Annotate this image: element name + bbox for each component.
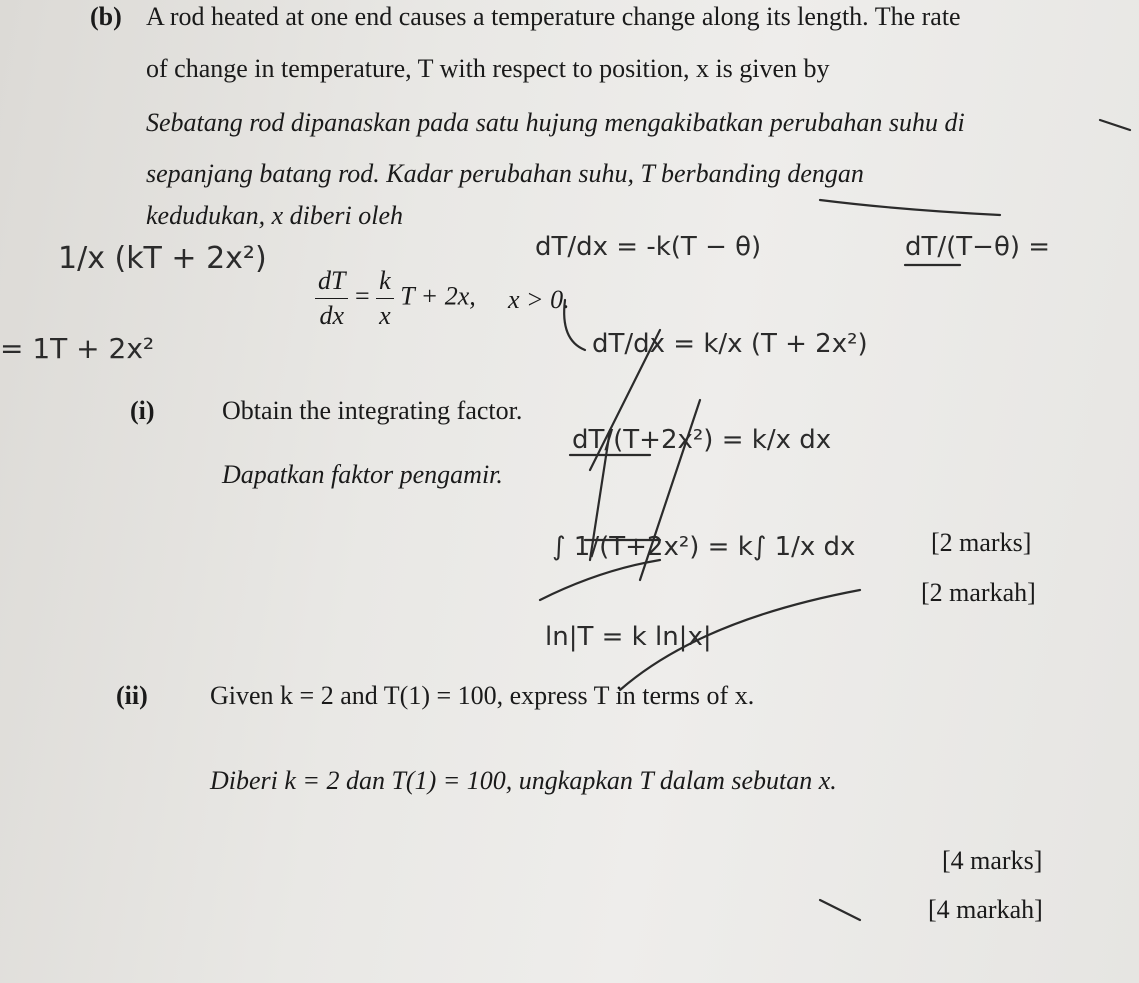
part-ii-markah: [4 markah]: [928, 895, 1043, 924]
differential-equation: [315, 266, 476, 331]
part-i-malay: Dapatkan faktor pengamir.: [222, 460, 503, 489]
english-intro-line-2: of change in temperature, T with respect to position, x is given by: [146, 54, 830, 83]
k-over-x-fraction: $\frac{k}{x}$: [376, 266, 394, 331]
malay-intro-line-3: kedudukan, x diberi oleh: [146, 201, 404, 230]
handwritten-note-3: dT/dx = -k(T − θ): [535, 232, 762, 262]
malay-intro-line-2: sepanjang batang rod. Kadar perubahan suhu, T berbanding dengan: [146, 159, 864, 188]
handwritten-note-1: 1/x (kT + 2x²): [58, 241, 267, 276]
part-ii-marks: [4 marks]: [942, 846, 1043, 875]
equation-condition: x > 0.: [508, 285, 570, 314]
handwritten-note-5: dT/dx = k/x (T + 2x²): [592, 329, 868, 359]
part-ii-english: Given k = 2 and T(1) = 100, express T in terms of x.: [210, 681, 755, 710]
part-ii-malay: Diberi k = 2 dan T(1) = 100, ungkapkan T dalam sebutan x.: [210, 766, 837, 795]
handwritten-note-6: dT/(T+2x²) = k/x dx: [572, 425, 832, 455]
part-ii-label: (ii): [116, 681, 148, 710]
part-i-markah: [2 markah]: [921, 578, 1036, 607]
dt-dx-fraction: $\frac{dT}{dx}$: [315, 266, 348, 331]
malay-intro-line-1: Sebatang rod dipanaskan pada satu hujung mengakibatkan perubahan suhu di: [146, 108, 965, 137]
part-i-label: (i): [130, 396, 155, 425]
english-intro-line-1: A rod heated at one end causes a temperature change along its length. The rate: [146, 2, 961, 31]
equals-sign: =: [354, 281, 370, 311]
handwritten-note-2: = 1T + 2x²: [0, 332, 155, 365]
handwritten-note-7: ∫ 1/(T+2x²) = k∫ 1/x dx: [552, 532, 856, 562]
part-i-english: Obtain the integrating factor.: [222, 396, 523, 425]
equation-rest: T + 2x,: [400, 281, 476, 311]
part-i-marks: [2 marks]: [931, 528, 1032, 557]
part-label: (b): [90, 2, 122, 31]
handwritten-note-8: ln|T = k ln|x|: [545, 622, 712, 652]
handwritten-note-4: dT/(T−θ) =: [905, 232, 1051, 262]
